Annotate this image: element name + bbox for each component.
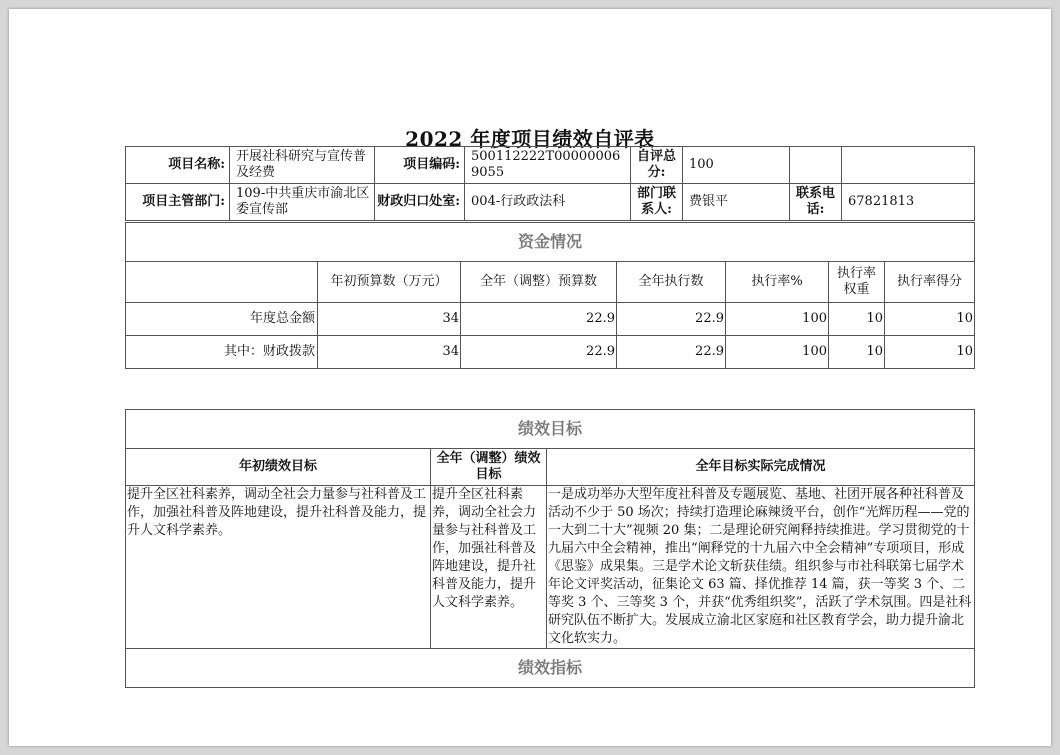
funds-section-title: 资金情况 <box>126 223 975 262</box>
empty-cell <box>842 147 975 184</box>
self-score-value: 100 <box>683 147 790 184</box>
project-name-value: 开展社科研究与宣传普及经费 <box>230 147 375 184</box>
fiscal-rate-score: 10 <box>885 336 975 369</box>
funds-header-executed: 全年执行数 <box>617 262 726 303</box>
phone-value: 67821813 <box>842 184 975 221</box>
funds-header-adjusted-budget: 全年（调整）预算数 <box>461 262 617 303</box>
fiscal-executed: 22.9 <box>617 336 726 369</box>
table-row <box>126 486 975 649</box>
goals-section-title: 绩效目标 <box>126 410 975 449</box>
empty-cell <box>790 147 842 184</box>
adjusted-goal-text: 提升全区社科素养，调动全社会力量参与社科普及工作，加强社科普及阵地建设，提升社科普及能力，提升人文科学素养。 <box>431 486 547 649</box>
fiscal-initial-budget: 34 <box>318 336 461 369</box>
fiscal-adjusted-budget: 22.9 <box>461 336 617 369</box>
funds-header-exec-rate: 执行率% <box>726 262 829 303</box>
fiscal-rate-weight: 10 <box>829 336 885 369</box>
total-rate-score: 10 <box>885 303 975 336</box>
total-adjusted-budget: 22.9 <box>461 303 617 336</box>
goals-header-initial: 年初绩效目标 <box>126 449 431 486</box>
initial-goal-text: 提升全区社科素养，调动全社会力量参与社科普及工作，加强社科普及阵地建设，提升社科普及能力，提升人文科学素养。 <box>126 486 431 649</box>
page-title: 2022 年度项目绩效自评表 <box>405 127 655 151</box>
project-code-label: 项目编码: <box>375 147 465 184</box>
finance-office-value: 004-行政政法科 <box>465 184 631 221</box>
funds-header-initial-budget: 年初预算数（万元） <box>318 262 461 303</box>
row-label-total: 年度总金额 <box>126 303 318 336</box>
phone-label: 联系电话: <box>790 184 842 221</box>
document-page <box>9 9 1051 746</box>
goals-header-actual: 全年目标实际完成情况 <box>547 449 975 486</box>
total-executed: 22.9 <box>617 303 726 336</box>
dept-value: 109-中共重庆市渝北区委宣传部 <box>230 184 375 221</box>
row-label-fiscal: 其中：财政拨款 <box>126 336 318 369</box>
table-row <box>126 336 975 369</box>
total-rate-weight: 10 <box>829 303 885 336</box>
project-info-table <box>125 146 975 221</box>
goals-table <box>125 409 975 688</box>
funds-header-rate-score: 执行率得分 <box>885 262 975 303</box>
finance-office-label: 财政归口处室: <box>375 184 465 221</box>
funds-table <box>125 222 975 369</box>
project-code-value: 500112222T000000069055 <box>465 147 631 184</box>
dept-label: 项目主管部门: <box>126 184 230 221</box>
self-score-label: 自评总分: <box>631 147 683 184</box>
project-name-label: 项目名称: <box>126 147 230 184</box>
funds-header-blank <box>126 262 318 303</box>
contact-person-label: 部门联系人: <box>631 184 683 221</box>
fiscal-exec-rate: 100 <box>726 336 829 369</box>
actual-completion-text: 一是成功举办大型年度社科普及专题展览、基地、社团开展各种社科普及活动不少于 50 场次；持续打造理论麻辣烫平台，创作“光辉历程——党的一大到二十大”视频 20 集；二是理论研究阐释持续推进。学习贯彻党的十九届六中全会精神，推出“阐释党的十九届六中全会精神”专项项目，形成《思鉴》成果集。三是学术论文斩获佳绩。组织参与市社科联第七届学术年论文评奖活动，征集论文 63 篇、择优推荐 14 篇，获一等奖 3 个、二等奖 3 个、三等奖 3 个，并获“优秀组织奖”，活跃了学术氛围。四是社科研究队伍不断扩大。发展成立渝北区家庭和社区教育学会，助力提升渝北文化软实力。 <box>547 486 975 649</box>
table-row <box>126 303 975 336</box>
indicators-section-title: 绩效指标 <box>126 649 975 688</box>
contact-person-value: 费银平 <box>683 184 790 221</box>
total-exec-rate: 100 <box>726 303 829 336</box>
total-initial-budget: 34 <box>318 303 461 336</box>
funds-header-rate-weight: 执行率权重 <box>829 262 885 303</box>
goals-header-adjusted: 全年（调整）绩效目标 <box>431 449 547 486</box>
